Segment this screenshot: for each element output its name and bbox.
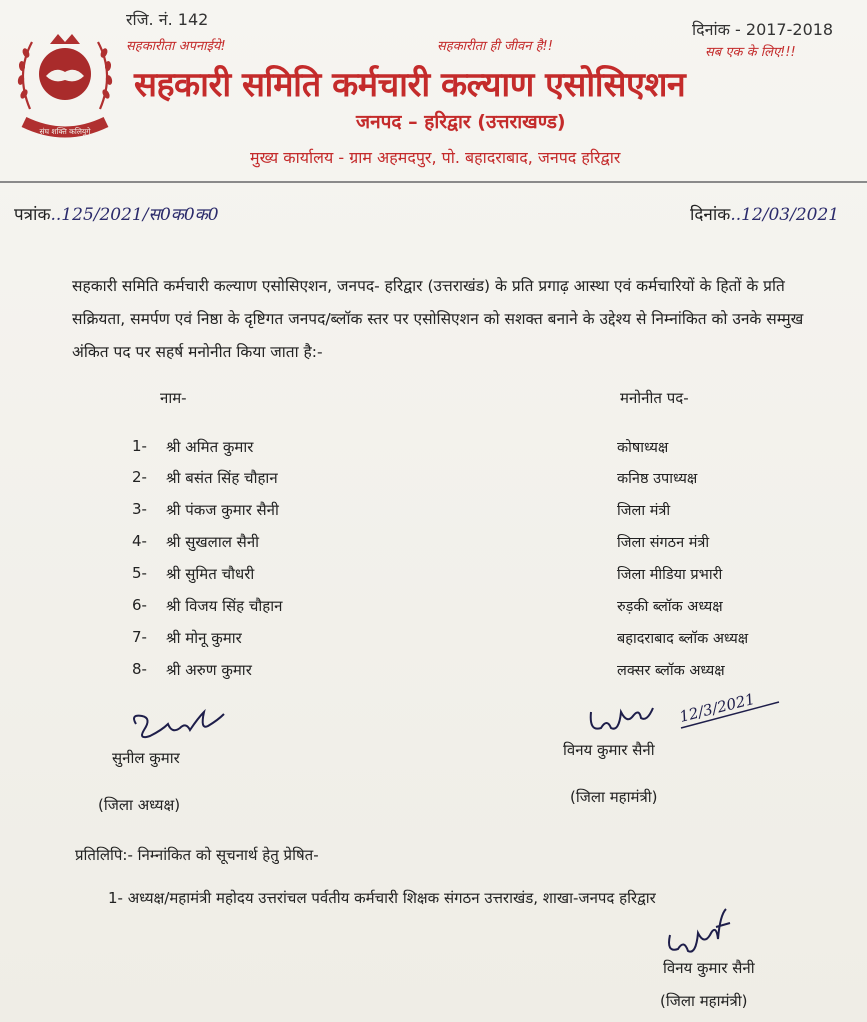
slogan-left: सहकारीता अपनाईये! [126,39,226,54]
reference-label: पत्रांक [14,205,51,225]
slogan-center: सहकारीता ही जीवन है!! [437,39,553,54]
district-name: जनपद – हरिद्वार (उत्तराखण्ड) [356,111,566,133]
nominee-post: रुड़की ब्लॉक अध्यक्ष [617,599,723,615]
nominee-post: कोषाध्यक्ष [617,440,669,456]
logo-caption: संघ शक्ति कलियुगे [39,127,91,136]
nominee-number: 1- [132,437,147,455]
list-header-name: नाम- [160,389,187,407]
signature-left [128,704,228,752]
letterhead-year: दिनांक - 2017-2018 [692,20,834,39]
nominee-post: जिला मंत्री [617,503,671,519]
signature-right [585,688,785,748]
office-address: मुख्य कार्यालय - ग्राम अहमदपुर, पो. बहादराबाद, जनपद हरिद्वार [250,148,621,167]
nominee-post: बहादराबाद ब्लॉक अध्यक्ष [617,631,749,647]
nominee-number: 5- [132,564,147,582]
nominee-name: श्री सुमित चौधरी [166,565,255,583]
signatory-right-name: विनय कुमार सैनी [563,741,655,759]
date-label: दिनांक [690,205,731,225]
nominee-name: श्री अमित कुमार [166,438,254,456]
nominee-post: लक्सर ब्लॉक अध्यक्ष [617,663,725,679]
date-line [690,202,839,225]
slogan-right: सब एक के लिए!!! [705,45,796,60]
nominee-number: 6- [132,596,147,614]
organization-name: सहकारी समिति कर्मचारी कल्याण एसोसिएशन [134,65,686,105]
copy-item: 1- अध्यक्ष/महामंत्री महोदय उत्तरांचल पर्वतीय कर्मचारी शिक्षक संगठन उत्तराखंड, शाखा-जनपद हरिद्वार [108,889,656,907]
letterhead-divider [0,181,867,183]
nominee-name: श्री पंकज कुमार सैनी [166,501,279,519]
nominee-name: श्री बसंत सिंह चौहान [166,469,278,487]
nominee-post: जिला मीडिया प्रभारी [617,567,723,583]
association-logo-icon [10,14,120,144]
reference-line [14,202,219,225]
copy-label: प्रतिलिपि:- निम्नांकित को सूचनार्थ हेतु प्रेषित- [75,846,319,864]
nominee-post: जिला संगठन मंत्री [617,535,710,551]
signatory-left-name: सुनील कुमार [112,749,180,767]
list-header-post: मनोनीत पद- [620,389,689,407]
signature-date: 12/3/2021 [677,689,757,726]
nominee-number: 4- [132,532,147,550]
nominee-name: श्री मोनू कुमार [166,629,242,647]
nominee-name: श्री अरुण कुमार [166,661,252,679]
signatory-right-title: (जिला महामंत्री) [570,788,658,806]
nominee-name: श्री सुखलाल सैनी [166,533,260,551]
nominee-number: 2- [132,468,147,486]
nominee-number: 3- [132,500,147,518]
nominee-number: 8- [132,660,147,678]
signature-bottom [660,905,740,960]
nominee-number: 7- [132,628,147,646]
registration-number: रजि. नं. 142 [126,10,209,29]
signatory-bottom-title: (जिला महामंत्री) [660,992,748,1010]
signatory-bottom-name: विनय कुमार सैनी [663,959,755,977]
signatory-left-title: (जिला अध्यक्ष) [98,796,181,814]
nominee-post: कनिष्ठ उपाध्यक्ष [617,471,698,487]
date-value: ..12/03/2021 [730,205,840,225]
nominee-name: श्री विजय सिंह चौहान [166,597,283,615]
letter-body: सहकारी समिति कर्मचारी कल्याण एसोसिएशन, जनपद- हरिद्वार (उत्तराखंड) के प्रति प्रगाढ़ आस्था एवं कर्मचारियों के हितों के प्रति सक्रियता, समर्पण एवं निष्ठा के दृष्टिगत जनपद/ब्लॉक स्तर पर एसोसिएशन को सशक्त बनाने के उद्देश्य से निम्नांकित को उनके सम्मुख अंकित पद पर सहर्ष मनोनीत किया जाता है:- [72,277,804,361]
reference-value: ..125/2021/स0क0क0 [50,205,219,225]
